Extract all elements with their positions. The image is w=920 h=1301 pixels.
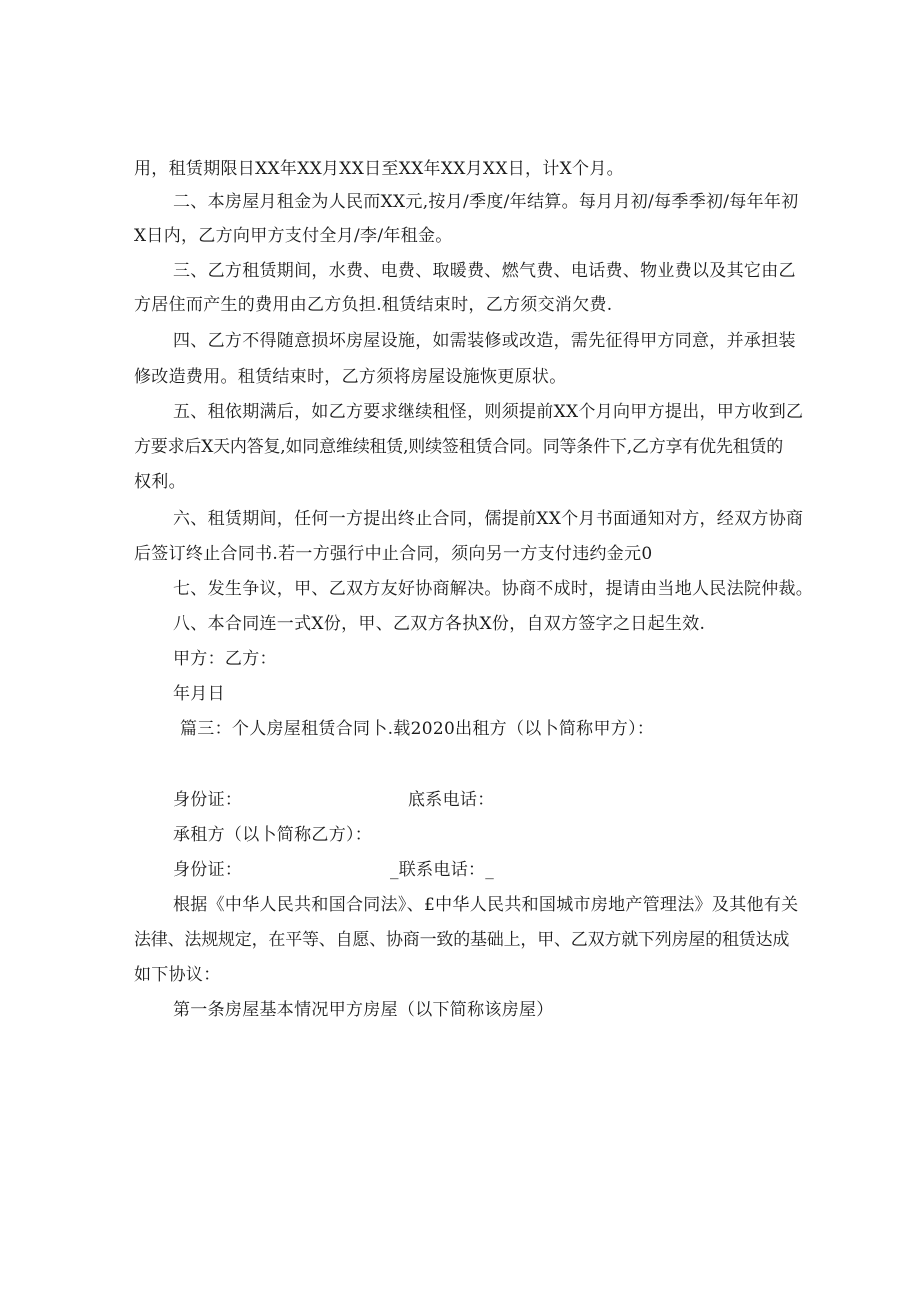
text-line: 五、租依期满后，如乙方要求继续租怪，则须提前XX个月向甲方提出，甲方收到乙	[173, 402, 804, 422]
text-line: 修改造费用。租赁结束时，乙方须将房屋设施恢更原状。	[134, 367, 567, 387]
article-heading: 第一条房屋基本情况甲方房屋（以下简称该房屋）	[173, 1000, 554, 1020]
text-line: 方要求后X天内答复,如同意维续租赁,则续签租赁合同。同等条件下,乙方享有优先租赁的	[134, 437, 784, 457]
lessee-id-label: 身份证：	[173, 860, 243, 880]
text-line: 二、本房屋月租金为人民而XX元,按月/季度/年结算。每月月初/每季季初/每年年初	[173, 192, 799, 212]
text-line: 用，租赁期限日XX年XX月XX日至XX年XX月XX日，计X个月。	[134, 159, 624, 179]
text-line: 方居住而产生的费用由乙方负担.租赁结束时，乙方须交消欠费.	[134, 295, 613, 315]
text-line: 权利。	[134, 472, 186, 492]
text-line: 八、本合同连一式X份，甲、乙双方各执X份，自双方签字之日起生效.	[173, 614, 706, 634]
lessor-phone-label: 底系电话：	[408, 790, 495, 810]
text-line: 如下协议：	[134, 965, 221, 985]
text-line: 法律、法规规定，在平等、自愿、协商一致的基础上，甲、乙双方就下列房屋的租赁达成	[134, 930, 790, 950]
lessee-label: 承租方（以卜简称乙方）：	[173, 825, 373, 845]
text-line: 六、租赁期间，任何一方提出终止合同，儒提前XX个月书面通知对方，经双方协商	[173, 509, 804, 529]
signature-parties: 甲方：乙方：	[173, 649, 277, 669]
text-line: 七、发生争议，甲、乙双方友好协商解决。协商不成时，提请由当地人民法院仲裁。	[173, 579, 814, 599]
lessor-id-label: 身份证：	[173, 790, 243, 810]
text-line: X日内，乙方向甲方支付全月/李/年租金。	[134, 226, 453, 246]
text-line: 后签订终止合同书.若一方强行中止合同，须向另一方支付违约金元0	[134, 544, 653, 564]
section-heading: 篇三：个人房屋租赁合同卜.载2020出租方（以卜简称甲方）：	[180, 719, 655, 739]
text-line: 三、乙方租赁期间，水费、电费、取暖费、燃气费、电话费、物业费以及其它由乙	[173, 261, 796, 281]
text-line: 四、乙方不得随意损坏房屋设施，如需装修或改造，需先征得甲方同意，并承担装	[173, 331, 796, 351]
text-line: 根据《中华人民共和国合同法》、£中华人民共和国城市房地产管理法》及其他有关	[173, 895, 799, 915]
lessee-phone-label: _联系电话：_	[390, 860, 495, 880]
date-line: 年月日	[173, 684, 225, 704]
